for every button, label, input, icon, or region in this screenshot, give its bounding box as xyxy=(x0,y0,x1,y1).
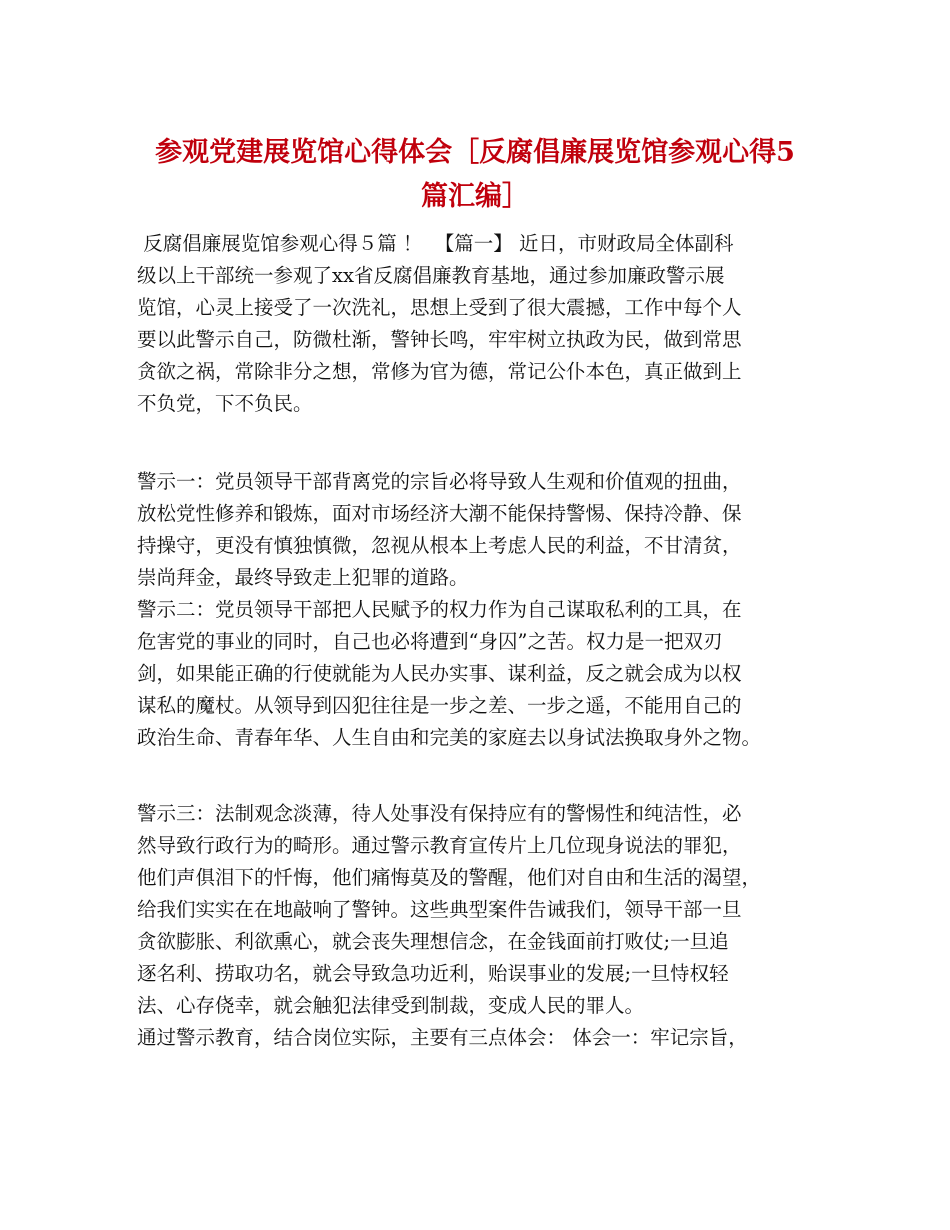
body-line-17: 然导致行政行为的畸形。通过警示教育宣传片上几位现身说法的罪犯， xyxy=(137,834,742,857)
body-line-22: 法、心存侥幸，就会触犯法律受到制裁，变成人民的罪人。 xyxy=(137,994,645,1017)
body-line-8: 放松党性修养和锻炼，面对市场经济大潮不能保持警惕、保持冷静、保 xyxy=(137,502,742,525)
body-line-9: 持操守，更没有慎独慎微，忽视从根本上考虑人民的利益，不甘清贫， xyxy=(137,534,742,557)
body-line-14: 谋私的魔杖。从领导到囚犯往往是一步之差、一步之遥，不能用自己的 xyxy=(137,694,742,717)
body-line-16: 警示三：法制观念淡薄，待人处事没有保持应有的警惕性和纯洁性，必 xyxy=(137,802,742,825)
body-line-6: 不负党，下不负民。 xyxy=(137,392,313,415)
body-line-2: 级以上干部统一参观了xx省反腐倡廉教育基地，通过参加廉政警示展 xyxy=(137,264,725,287)
body-line-5: 贪欲之祸，常除非分之想，常修为官为德，常记公仆本色，真正做到上 xyxy=(137,360,742,383)
document-title-line-1: 参观党建展览馆心得体会［反腐倡廉展览馆参观心得5 xyxy=(155,137,795,168)
body-line-19: 给我们实实在在地敲响了警钟。这些典型案件告诫我们，领导干部一旦 xyxy=(137,898,742,921)
body-line-23: 通过警示教育，结合岗位实际，主要有三点体会： 体会一：牢记宗旨， xyxy=(137,1026,748,1049)
body-line-20: 贪欲膨胀、利欲熏心，就会丧失理想信念，在金钱面前打败仗;一旦追 xyxy=(137,930,729,953)
document-title-line-2: 篇汇编］ xyxy=(421,181,529,212)
body-line-21: 逐名利、捞取功名，就会导致急功近利，贻误事业的发展;一旦恃权轻 xyxy=(137,962,729,985)
body-line-13: 剑，如果能正确的行使就能为人民办实事、谋利益，反之就会成为以权 xyxy=(137,662,742,685)
body-line-11: 警示二：党员领导干部把人民赋予的权力作为自己谋取私利的工具，在 xyxy=(137,598,742,621)
body-line-18: 他们声俱泪下的忏悔，他们痛悔莫及的警醒，他们对自由和生活的渴望， xyxy=(137,866,762,889)
body-line-3: 览馆，心灵上接受了一次洗礼，思想上受到了很大震撼，工作中每个人 xyxy=(137,296,742,319)
body-line-7: 警示一：党员领导干部背离党的宗旨必将导致人生观和价值观的扭曲， xyxy=(137,470,742,493)
body-line-12: 危害党的事业的同时，自己也必将遭到“身囚”之苦。权力是一把双刃 xyxy=(137,630,723,653)
body-line-4: 要以此警示自己，防微杜渐，警钟长鸣，牢牢树立执政为民，做到常思 xyxy=(137,328,742,351)
body-line-10: 崇尚拜金，最终导致走上犯罪的道路。 xyxy=(137,566,469,589)
body-line-1: 反腐倡廉展览馆参观心得５篇 ！ 【篇一】 近日，市财政局全体副科 xyxy=(137,232,734,255)
body-line-15: 政治生命、青春年华、人生自由和完美的家庭去以身试法换取身外之物。 xyxy=(137,726,762,749)
